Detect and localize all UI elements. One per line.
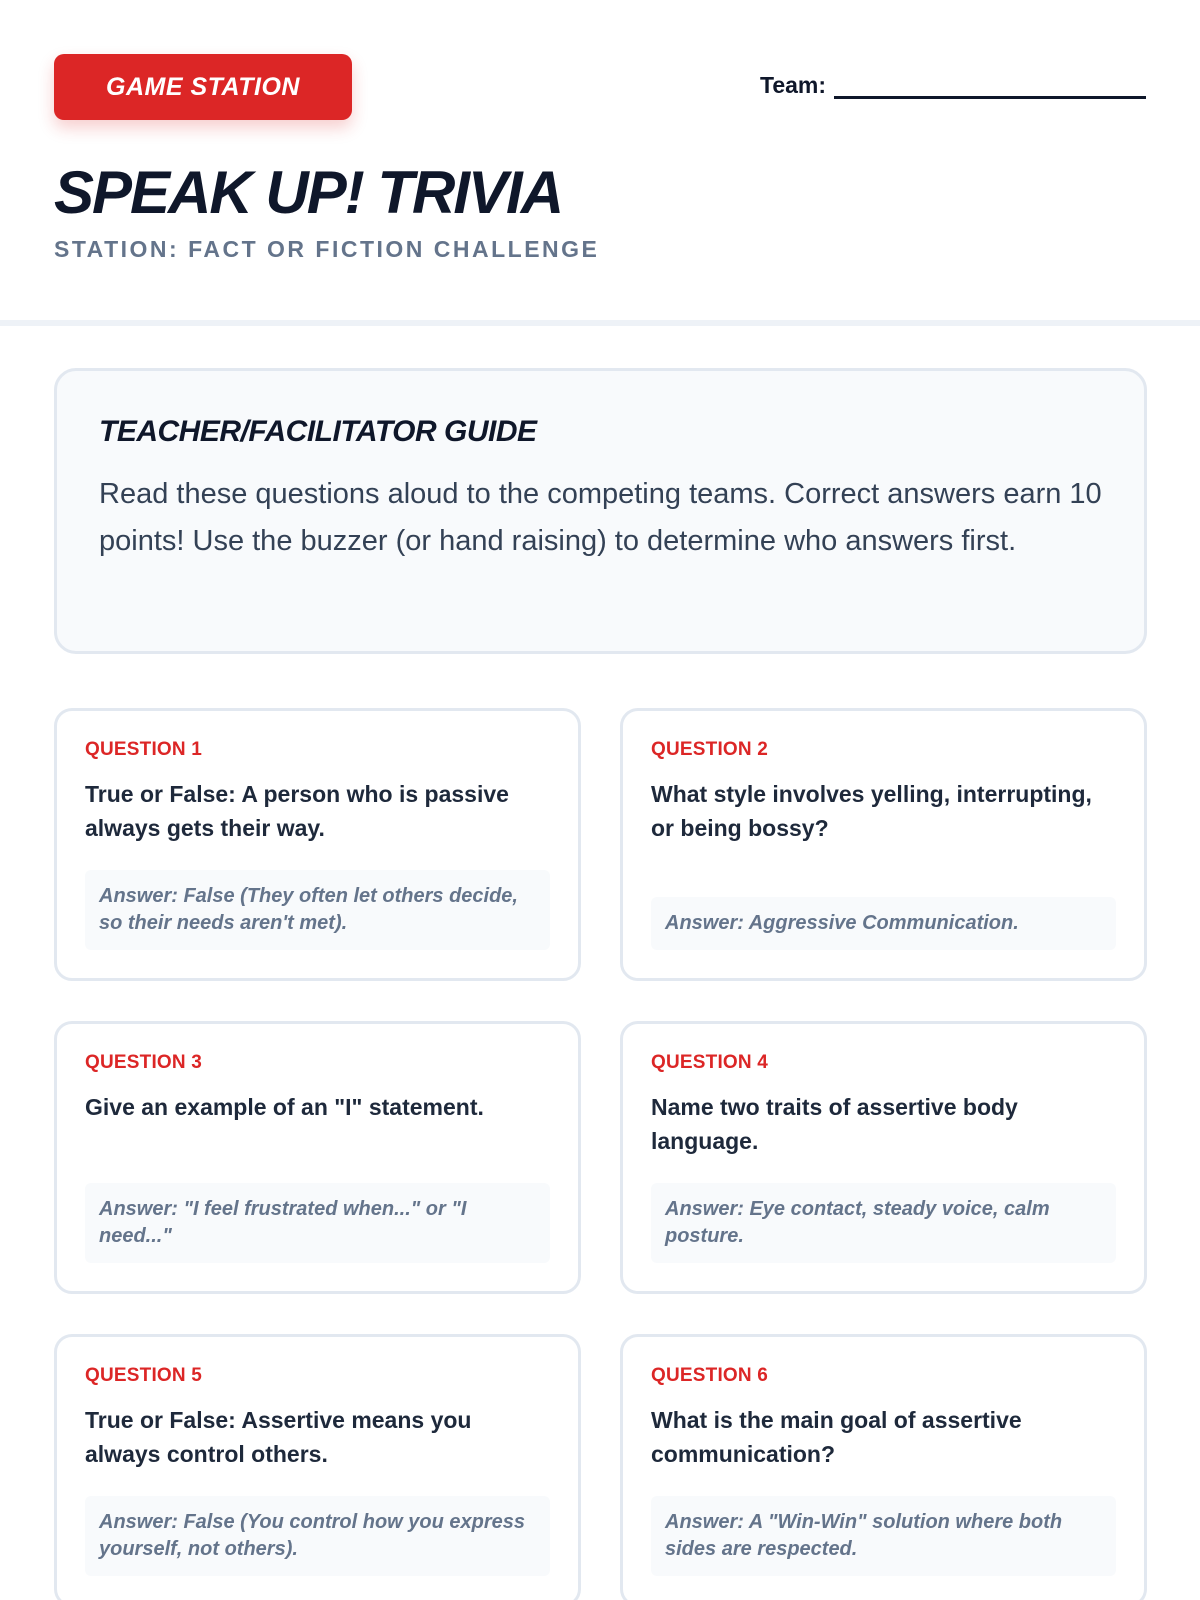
question-card-6 — [620, 1334, 1147, 1600]
question-card-5 — [54, 1334, 581, 1600]
question-text: Name two traits of assertive body language. — [651, 1094, 1018, 1154]
page-title: SPEAK UP! TRIVIA — [54, 159, 563, 226]
question-text: True or False: Assertive means you always control others. — [85, 1407, 472, 1467]
answer-box: Answer: A "Win-Win" solution where both sides are respected. — [651, 1496, 1116, 1576]
question-label: QUESTION 1 — [85, 739, 203, 760]
answer-box: Answer: "I feel frustrated when..." or "I need..." — [85, 1183, 550, 1263]
question-card-4 — [620, 1021, 1147, 1294]
guide-title: TEACHER/FACILITATOR GUIDE — [99, 415, 537, 448]
answer-box: Answer: Aggressive Communication. — [651, 897, 1116, 950]
page-subtitle: STATION: FACT OR FICTION CHALLENGE — [54, 236, 600, 262]
question-text: What style involves yelling, interrupting, or being bossy? — [651, 781, 1092, 841]
facilitator-guide — [54, 368, 1147, 654]
team-label: Team: — [760, 72, 827, 98]
answer-box: Answer: False (They often let others decide, so their needs aren't met). — [85, 870, 550, 950]
question-text: True or False: A person who is passive always gets their way. — [85, 781, 509, 841]
question-card-3 — [54, 1021, 581, 1294]
answer-box: Answer: False (You control how you express yourself, not others). — [85, 1496, 550, 1576]
answer-box: Answer: Eye contact, steady voice, calm posture. — [651, 1183, 1116, 1263]
header-divider — [0, 320, 1200, 326]
question-text: Give an example of an "I" statement. — [85, 1094, 484, 1120]
question-label: QUESTION 6 — [651, 1365, 769, 1386]
question-label: QUESTION 4 — [651, 1052, 769, 1073]
team-field — [760, 72, 1146, 99]
question-text: What is the main goal of assertive communication? — [651, 1407, 1022, 1467]
question-label: QUESTION 3 — [85, 1052, 203, 1073]
team-blank-line — [834, 77, 1146, 99]
question-card-1 — [54, 708, 581, 981]
game-station-badge: GAME STATION — [54, 54, 352, 120]
question-card-2 — [620, 708, 1147, 981]
question-label: QUESTION 2 — [651, 739, 769, 760]
question-label: QUESTION 5 — [85, 1365, 203, 1386]
page-header — [0, 0, 1200, 326]
guide-text: Read these questions aloud to the competing teams. Correct answers earn 10 points! Use the buzzer (or hand raising) to determine who answers first. — [99, 478, 1102, 557]
